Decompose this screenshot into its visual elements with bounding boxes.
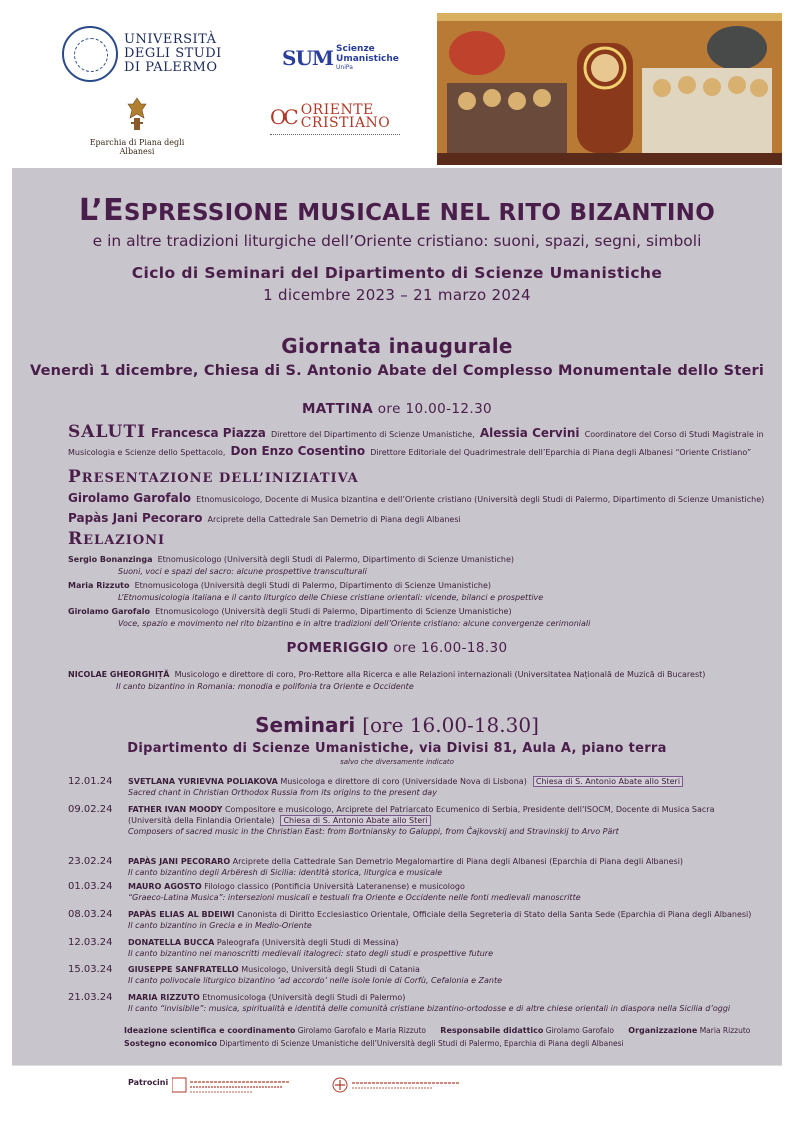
presenter-role: Arciprete della Cattedrale San Demetrio di Piana degli Albanesi [207, 515, 461, 524]
seminars-venue: Dipartimento di Scienze Umanistiche, via Divisi 81, Aula A, piano terra [127, 741, 667, 756]
seminar-talk: “Graeco-Latina Musica”: intersezioni musicali e testuali fra Oriente e Occidente nelle fonti medievali manoscritte [128, 893, 581, 902]
byzantine-icon-image [437, 13, 782, 165]
footer [12, 1065, 782, 1122]
seminar-date: 12.03.24 [68, 937, 113, 948]
relazione-item: Maria Rizzuto Etnomusicologa (Università degli Studi di Palermo, Dipartimento di Scienze Umanistiche) [68, 581, 492, 590]
seminar-talk: Il canto bizantino in Grecia e in Medio-Oriente [128, 921, 312, 930]
unipa-name [124, 33, 222, 75]
sum-line1: Scienze [336, 44, 375, 54]
morning-label: MATTINA [301, 401, 374, 417]
credit-value: Maria Rizzuto [699, 1026, 751, 1035]
seminar-speaker: GIUSEPPE SANFRATELLO [128, 965, 239, 974]
seminar-talk: Sacred chant in Christian Orthodox Russia from its origins to the present day [128, 788, 437, 797]
seminar-date: 12.01.24 [68, 776, 113, 787]
unipa-line1: UNIVERSITÀ [124, 32, 217, 47]
seminar-talk: Composers of sacred music in the Christian East: from Bortniansky to Galuppi, from Čajkovskij and Stravinskij to Arvo Pärt [128, 827, 619, 836]
oc-line1: ORIENTE [300, 102, 374, 118]
eparchy-emblem-icon [124, 96, 150, 134]
saluti-role: Direttore del Dipartimento di Scienze Umanistiche, [270, 430, 475, 439]
presenter-name: Papàs Jani Pecoraro [68, 511, 203, 525]
seminar-speaker: PAPÀS JANI PECORARO [128, 857, 231, 866]
eparchy-label: Eparchia di Piana degli Albanesi [89, 138, 185, 156]
seminar-date: 21.03.24 [68, 992, 113, 1003]
page-title [12, 193, 782, 228]
afternoon-speaker [68, 666, 778, 693]
credits-line2 [124, 1039, 774, 1048]
saluti-section [68, 424, 778, 460]
saluti-role: Musicologia e Scienze dello Spettacolo, [68, 448, 226, 457]
seminar-role: (Università della Finlandia Orientale) [128, 816, 275, 825]
title-cap: E [103, 193, 124, 228]
oc-mark: OC [270, 105, 296, 129]
seminar-venue-badge: Chiesa di S. Antonio Abate allo Steri [280, 815, 430, 826]
unipa-seal-icon [62, 26, 118, 82]
oc-underline [270, 134, 400, 136]
afternoon-label: POMERIGGIO [286, 640, 389, 656]
relazione-talk: Voce, spazio e movimento nel rito bizantino e in altre tradizioni dell’Oriente cristiano: alcune convergenze cerimoniali [118, 618, 591, 628]
seminar-role: Filologo classico (Pontificia Università Lateranense) e musicologo [204, 882, 465, 891]
oc-line2: CRISTIANO [300, 115, 391, 131]
credit-value: Dipartimento di Scienze Umanistiche dell’Università degli Studi di Palermo, Eparchia di Piana degli Albanesi [219, 1039, 624, 1048]
eparchy-logo [72, 96, 202, 156]
presentazione-section [68, 467, 778, 528]
seminars-title: Seminari [255, 713, 356, 737]
unipa-line3: DI PALERMO [124, 60, 218, 75]
credit-value: Girolamo Garofalo e Maria Rizzuto [297, 1026, 426, 1035]
relazioni-heading: RELAZIONI [68, 529, 166, 549]
seminars-heading [12, 713, 782, 737]
seminar-date: 09.02.24 [68, 804, 113, 815]
presenter-name: Girolamo Garofalo [68, 491, 192, 505]
credits-line1 [124, 1026, 774, 1035]
unipa-logo [62, 26, 222, 82]
header [0, 0, 793, 168]
seminar-role: Musicologo, Università degli Studi di Catania [241, 965, 420, 974]
presenter-role: Etnomusicologo, Docente di Musica bizantina e dell’Oriente cristiano (Università degli Studi di Palermo, Dipartimento di Scienze Umanistiche) [196, 495, 765, 504]
afternoon-name: NICOLAE GHEORGHIȚĂ [68, 670, 170, 679]
afternoon-role: Musicologo e direttore di coro, Pro-Rettore alla Ricerca e alle Relazioni internazionali (Universitatea Națională de Muzică di Bucarest) [174, 670, 706, 679]
seminar-date: 01.03.24 [68, 881, 113, 892]
sponsor-logo-1 [172, 1076, 292, 1100]
seminar-date: 08.03.24 [68, 909, 113, 920]
relazioni-section [68, 529, 778, 629]
relazione-talk: Suoni, voci e spazi del sacro: alcune prospettive transculturali [118, 566, 367, 576]
title-lead: L’ [78, 193, 104, 228]
credit-label: Organizzazione [628, 1026, 698, 1035]
saluti-role: Coordinatore del Corso di Studi Magistrale in [584, 430, 764, 439]
oriente-cristiano-logo [270, 104, 390, 130]
seminar-role: Compositore e musicologo, Arciprete del Patriarcato Ecumenico di Serbia, Presidente dell’ISOCM, Docente di Musica Sacra [224, 805, 715, 814]
seminar-speaker: PAPÀS ELIAS AL BDEIWI [128, 910, 235, 919]
seminars-time: [ore 16.00-18.30] [362, 713, 539, 737]
sum-line2: Umanistiche [336, 54, 399, 64]
seminar-cycle: Ciclo di Seminari del Dipartimento di Scienze Umanistiche [131, 264, 663, 282]
seminar-role: Musicologa e direttore di coro (Universidade Nova di Lisbona) [280, 777, 527, 786]
saluti-heading: SALUTI [68, 422, 146, 442]
credit-label: Responsabile didattico [440, 1026, 544, 1035]
seminar-role: Arciprete della Cattedrale San Demetrio Megalomartire di Piana degli Albanesi (Eparchia di Piana degli Albanesi) [232, 857, 684, 866]
seminar-speaker: FATHER IVAN MOODY [128, 805, 223, 814]
relazione-talk: L’Etnomusicologia italiana e il canto liturgico delle Chiese cristiane orientali: vicende, bilanci e prospettive [118, 592, 544, 602]
title-text: SPRESSIONE MUSICALE NEL RITO BIZANTINO [123, 200, 716, 226]
patrocini-label: Patrocini [128, 1078, 169, 1087]
afternoon-talk: Il canto bizantino in Romania: monodia e polifonia tra Oriente e Occidente [116, 682, 414, 691]
seminar-venue-badge: Chiesa di S. Antonio Abate allo Steri [533, 776, 683, 787]
sum-mark: SUM [282, 45, 334, 70]
inaugural-heading: Giornata inaugurale [281, 334, 513, 358]
relazione-item: Girolamo Garofalo Etnomusicologo (Università degli Studi di Palermo, Dipartimento di Scienze Umanistiche) [68, 607, 512, 616]
seminar-speaker: SVETLANA YURIEVNA POLIAKOVA [128, 777, 278, 786]
credit-value: Girolamo Garofalo [545, 1026, 614, 1035]
seminar-date: 15.03.24 [68, 964, 113, 975]
program-panel [12, 168, 782, 1065]
saluti-role: Direttore Editoriale del Quadrimestrale dell’Eparchia di Piana degli Albanesi “Oriente Cristiano” [370, 448, 752, 457]
seminar-talk: Il canto bizantino degli Arbëresh di Sicilia: identità storica, liturgica e musicale [128, 868, 443, 877]
afternoon-time: ore 16.00-18.30 [388, 640, 508, 656]
seminar-talk: Il canto “invisibile”: musica, spiritualità e identità delle comunità cristiane bizantino-ortodosse e di altre chiese orientali in diaspora nella Sicilia d’oggi [128, 1004, 731, 1013]
saluti-person: Alessia Cervini [479, 426, 580, 440]
sum-sub: UniPa [336, 64, 353, 71]
page-subtitle: e in altre tradizioni liturgiche dell’Oriente cristiano: suoni, spazi, segni, simboli [92, 232, 702, 250]
seminar-speaker: MARIA RIZZUTO [128, 993, 200, 1002]
presentazione-heading: PRESENTAZIONE DELL’INIZIATIVA [68, 467, 359, 487]
seminar-date: 23.02.24 [68, 856, 113, 867]
relazione-item: Sergio Bonanzinga Etnomusicologo (Università degli Studi di Palermo, Dipartimento di Scienze Umanistiche) [68, 555, 515, 564]
morning-time: ore 10.00-12.30 [373, 401, 493, 417]
inaugural-venue: Venerdì 1 dicembre, Chiesa di S. Antonio Abate del Complesso Monumentale dello Steri [29, 363, 765, 379]
unipa-line2: DEGLI STUDI [124, 46, 222, 61]
saluti-person: Don Enzo Cosentino [230, 444, 366, 458]
seminar-role: Canonista di Diritto Ecclesiastico Orientale, Officiale della Segreteria di Stato della Santa Sede (Eparchia di Piana degli Albanesi) [237, 910, 752, 919]
seminar-talk: Il canto polivocale liturgico bizantino ‘ad accordo’ nelle isole Ionie di Corfù, Cefalonia e Zante [128, 976, 503, 985]
cycle-dates: 1 dicembre 2023 – 21 marzo 2024 [263, 286, 531, 304]
morning-session [12, 401, 782, 417]
seminar-speaker: MAURO AGOSTO [128, 882, 202, 891]
sponsor-logo-2 [332, 1076, 462, 1100]
seminars-note: salvo che diversamente indicato [340, 758, 454, 766]
afternoon-session [12, 640, 782, 656]
sum-logo [282, 44, 399, 71]
seminar-role: Etnomusicologa (Università degli Studi di Palermo) [202, 993, 406, 1002]
seminar-role: Paleografa (Università degli Studi di Messina) [216, 938, 399, 947]
seminar-speaker: DONATELLA BUCCA [128, 938, 215, 947]
credit-label: Sostegno economico [124, 1039, 218, 1048]
credit-label: Ideazione scientifica e coordinamento [124, 1026, 296, 1035]
saluti-person: Francesca Piazza [151, 426, 266, 440]
seminar-talk: Il canto bizantino nei manoscritti medievali italogreci: stato degli studi e prospettive future [128, 949, 493, 958]
